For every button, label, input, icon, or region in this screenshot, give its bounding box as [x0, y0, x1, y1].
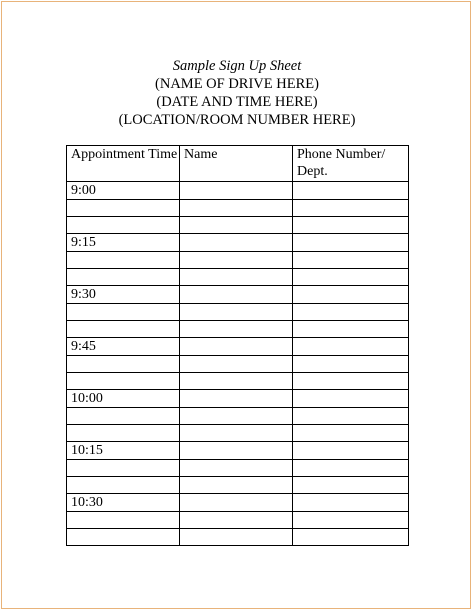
phone-dept-cell[interactable]	[293, 200, 409, 217]
name-cell[interactable]	[180, 182, 293, 200]
name-cell[interactable]	[180, 460, 293, 477]
table-row	[67, 252, 409, 269]
name-cell[interactable]	[180, 494, 293, 512]
location-placeholder: (LOCATION/ROOM NUMBER HERE)	[118, 112, 356, 128]
time-cell[interactable]: 9:00	[67, 182, 180, 200]
table-row	[67, 356, 409, 373]
table-row	[67, 269, 409, 286]
phone-dept-cell[interactable]	[293, 477, 409, 494]
phone-dept-cell[interactable]	[293, 373, 409, 390]
table-row	[67, 286, 409, 304]
drive-name-placeholder: (NAME OF DRIVE HERE)	[155, 76, 319, 92]
phone-dept-cell[interactable]	[293, 408, 409, 425]
time-cell[interactable]	[67, 425, 180, 442]
time-cell[interactable]	[67, 512, 180, 529]
time-cell[interactable]	[67, 269, 180, 286]
phone-dept-cell[interactable]	[293, 269, 409, 286]
name-cell[interactable]	[180, 217, 293, 234]
name-cell[interactable]	[180, 529, 293, 546]
time-cell[interactable]	[67, 356, 180, 373]
table-row	[67, 234, 409, 252]
name-cell[interactable]	[180, 321, 293, 338]
time-cell[interactable]	[67, 408, 180, 425]
name-cell[interactable]	[180, 269, 293, 286]
table-row	[67, 390, 409, 408]
time-cell[interactable]: 9:45	[67, 338, 180, 356]
table-row	[67, 512, 409, 529]
phone-dept-cell[interactable]	[293, 304, 409, 321]
name-cell[interactable]	[180, 200, 293, 217]
time-cell[interactable]	[67, 217, 180, 234]
phone-dept-cell[interactable]	[293, 494, 409, 512]
time-cell[interactable]: 10:00	[67, 390, 180, 408]
table-row	[67, 182, 409, 200]
column-header-appointment-time: Appointment Time	[67, 146, 180, 182]
phone-dept-cell[interactable]	[293, 529, 409, 546]
time-cell[interactable]	[67, 321, 180, 338]
signup-table	[66, 145, 409, 546]
table-row	[67, 477, 409, 494]
name-cell[interactable]	[180, 252, 293, 269]
name-cell[interactable]	[180, 512, 293, 529]
name-cell[interactable]	[180, 373, 293, 390]
name-cell[interactable]	[180, 286, 293, 304]
table-header-row	[67, 146, 409, 182]
phone-dept-cell[interactable]	[293, 217, 409, 234]
table-row	[67, 373, 409, 390]
time-cell[interactable]: 9:15	[67, 234, 180, 252]
phone-dept-cell[interactable]	[293, 390, 409, 408]
time-cell[interactable]	[67, 460, 180, 477]
phone-dept-cell[interactable]	[293, 234, 409, 252]
phone-dept-cell[interactable]	[293, 442, 409, 460]
table-row	[67, 304, 409, 321]
name-cell[interactable]	[180, 477, 293, 494]
phone-dept-cell[interactable]	[293, 460, 409, 477]
column-header-name: Name	[180, 146, 293, 182]
table-row	[67, 338, 409, 356]
sheet-subtitle: Sample Sign Up Sheet	[172, 58, 302, 74]
time-cell[interactable]: 9:30	[67, 286, 180, 304]
table-row	[67, 460, 409, 477]
table-row	[67, 200, 409, 217]
phone-dept-cell[interactable]	[293, 252, 409, 269]
name-cell[interactable]	[180, 338, 293, 356]
phone-dept-cell[interactable]	[293, 286, 409, 304]
name-cell[interactable]	[180, 390, 293, 408]
table-row	[67, 321, 409, 338]
phone-dept-cell[interactable]	[293, 425, 409, 442]
table-row	[67, 529, 409, 546]
phone-dept-cell[interactable]	[293, 338, 409, 356]
name-cell[interactable]	[180, 356, 293, 373]
time-cell[interactable]	[67, 200, 180, 217]
table-row	[67, 494, 409, 512]
time-cell[interactable]	[67, 529, 180, 546]
time-cell[interactable]	[67, 304, 180, 321]
table-row	[67, 442, 409, 460]
phone-dept-cell[interactable]	[293, 356, 409, 373]
name-cell[interactable]	[180, 442, 293, 460]
signup-table-body	[67, 182, 409, 546]
name-cell[interactable]	[180, 408, 293, 425]
name-cell[interactable]	[180, 304, 293, 321]
name-cell[interactable]	[180, 425, 293, 442]
phone-dept-cell[interactable]	[293, 182, 409, 200]
time-cell[interactable]	[67, 477, 180, 494]
date-time-placeholder: (DATE AND TIME HERE)	[156, 94, 318, 110]
phone-dept-cell[interactable]	[293, 512, 409, 529]
phone-dept-cell[interactable]	[293, 321, 409, 338]
time-cell[interactable]: 10:30	[67, 494, 180, 512]
time-cell[interactable]	[67, 373, 180, 390]
table-row	[67, 408, 409, 425]
time-cell[interactable]	[67, 252, 180, 269]
time-cell[interactable]: 10:15	[67, 442, 180, 460]
column-header-phone-dept: Phone Number/ Dept.	[293, 146, 409, 182]
table-row	[67, 217, 409, 234]
sheet-header	[0, 58, 474, 130]
name-cell[interactable]	[180, 234, 293, 252]
table-row	[67, 425, 409, 442]
